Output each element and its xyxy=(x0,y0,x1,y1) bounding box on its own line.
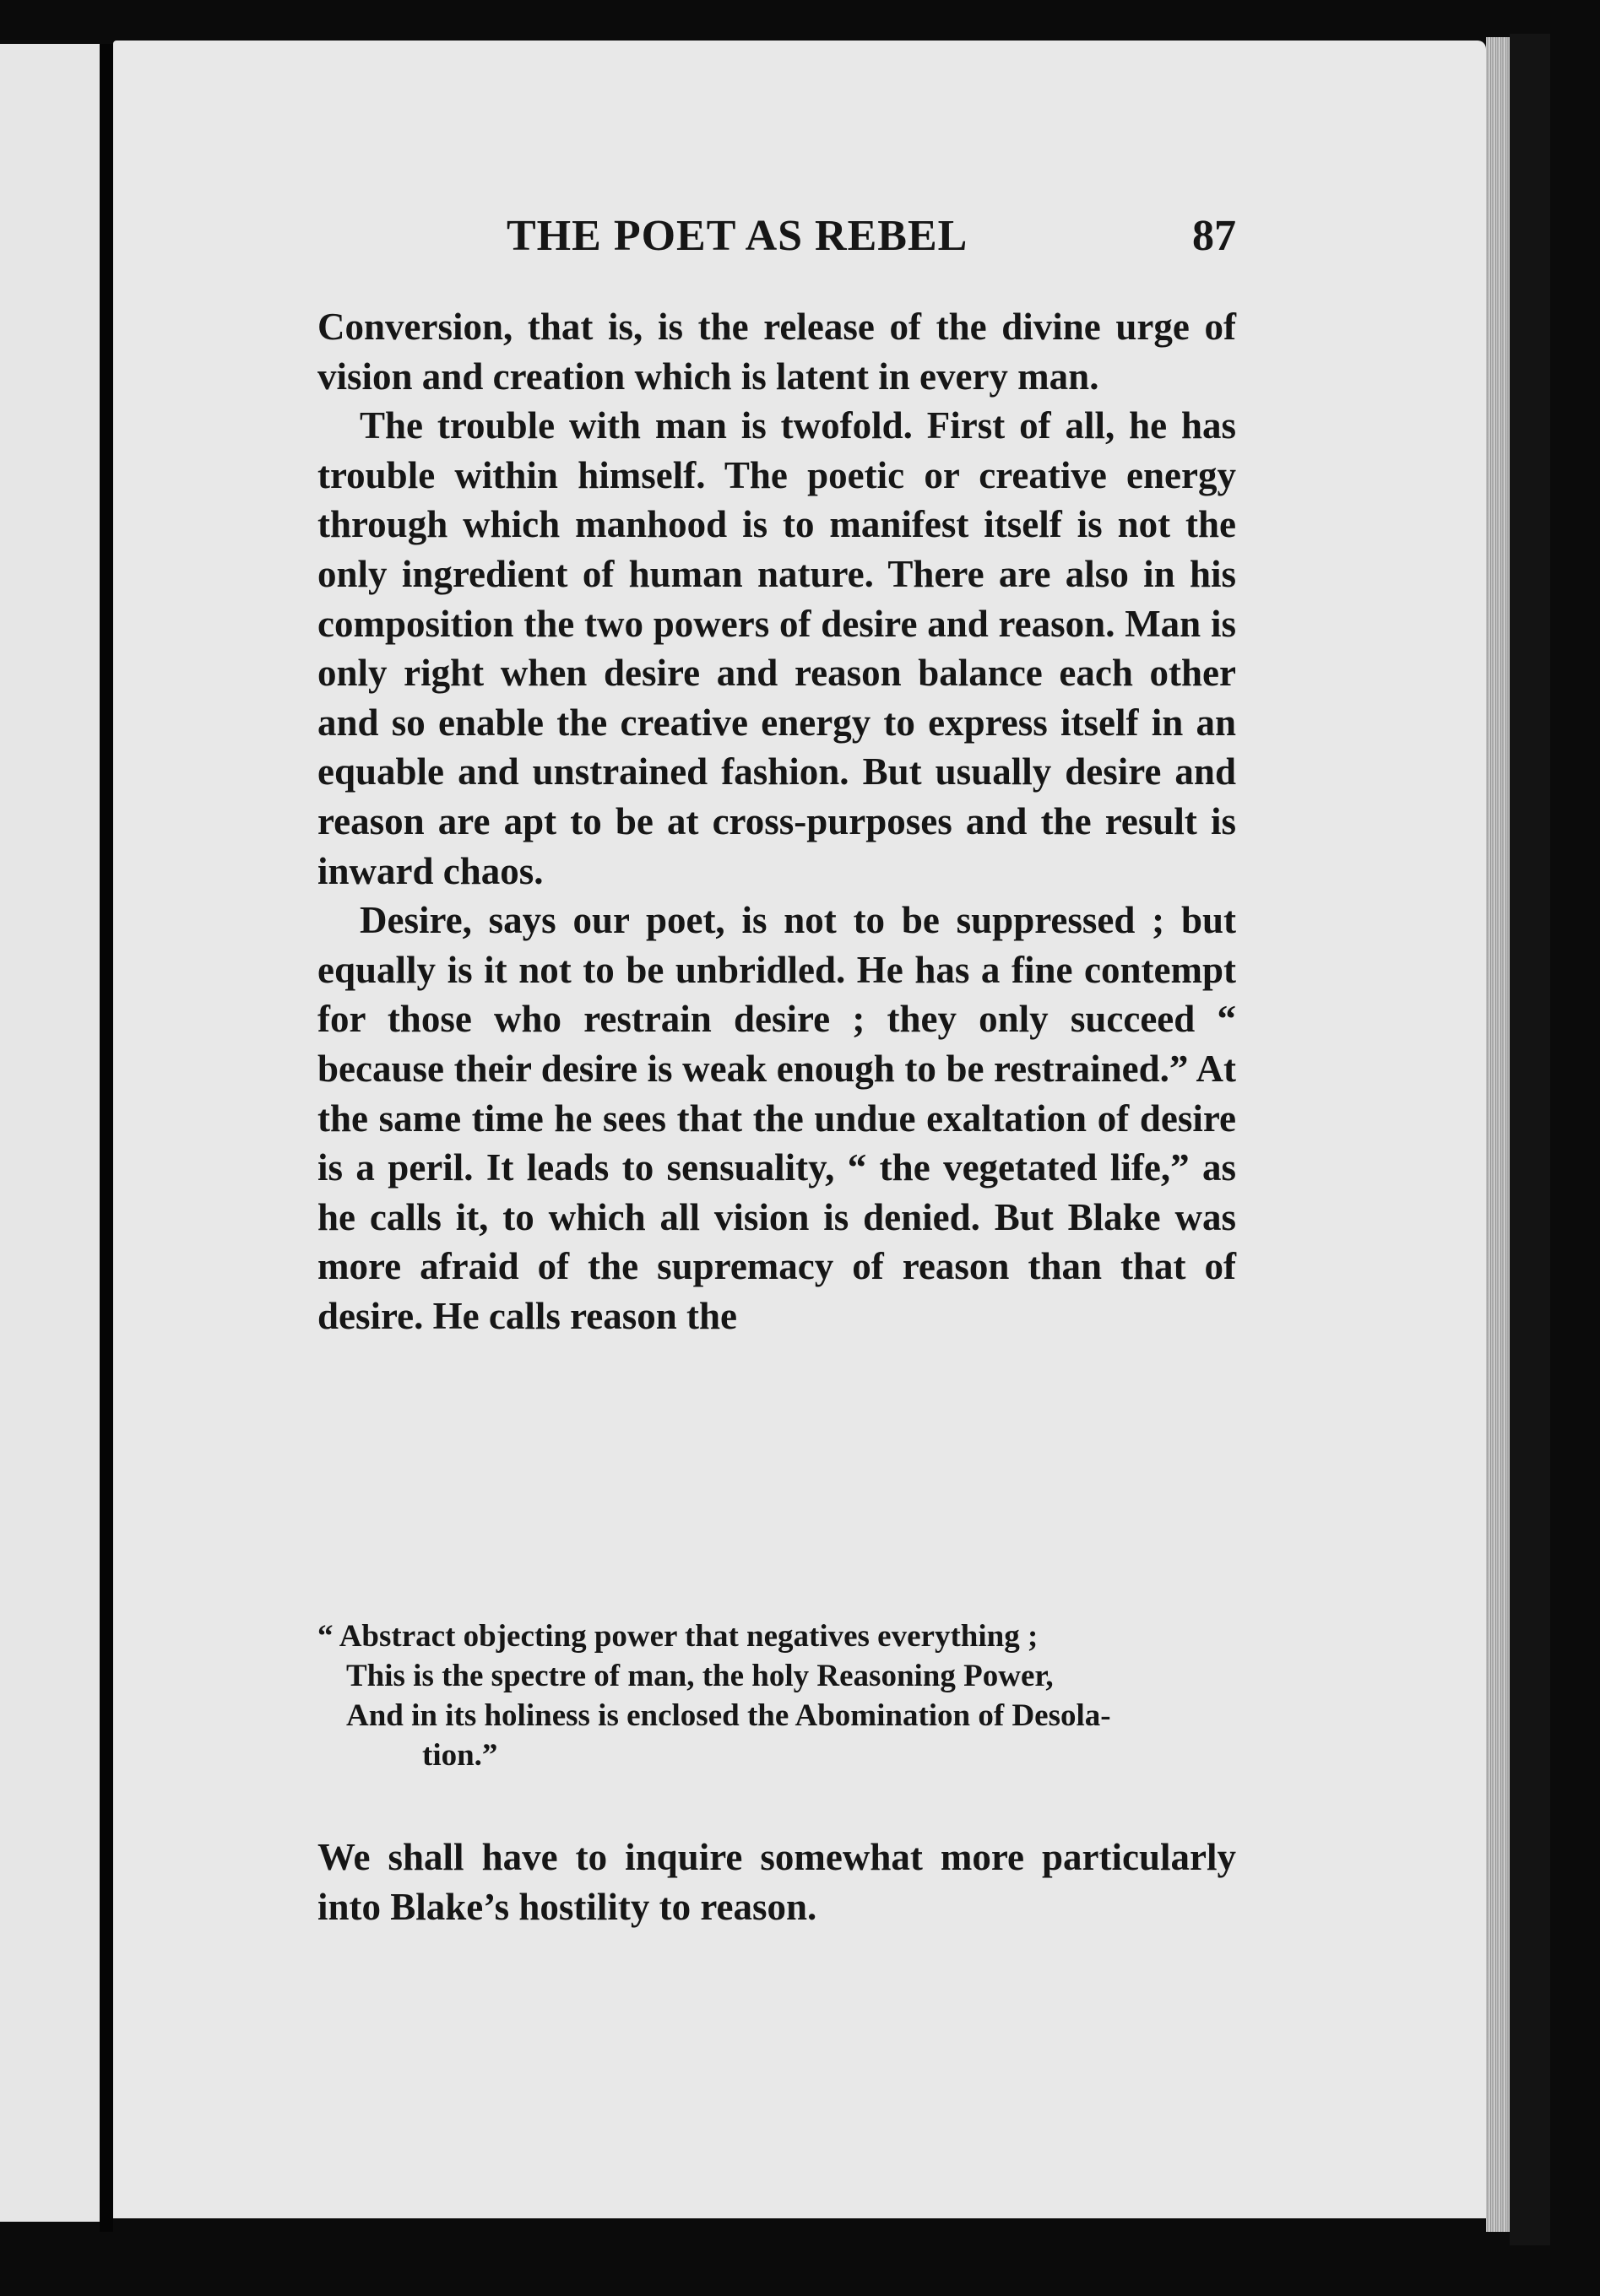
paragraph-continued: Conversion, that is, is the release of the divine urge of vision and creation which is latent in every man. xyxy=(317,306,1236,398)
previous-page-edge xyxy=(0,44,100,2222)
book-cover-edge xyxy=(1510,34,1550,2245)
page-stack-edge xyxy=(1486,37,1510,2232)
closing-paragraph: We shall have to inquire somewhat more particularly into Blake’s hostility to reason. xyxy=(317,1836,1236,1928)
block-quotation xyxy=(317,1616,1239,1775)
paragraph: The trouble with man is twofold. First of all, he has trouble within himself. The poetic or creative energy through which manhood is to manifest itself is not the only ingredient of human nature. There are also in his composition the two powers of desire and reason. Man is only right when desire and reason balance each other and so enable the creative energy to express itself in an equable and unstrained fashion. But usually desire and reason are apt to be at cross-purposes and the result is inward chaos. xyxy=(317,404,1236,892)
book-gutter xyxy=(100,44,113,2232)
running-head xyxy=(507,211,1241,270)
paragraph: Desire, says our poet, is not to be suppressed ; but equally is it not to be unbridled. He has a fine contempt for those who restrain desire ; they only succeed “ because their desire is weak enough to be restrained.” At the same time he sees that the undue exaltation of desire is a peril. It leads to sensuality, “ the vegetated life,” as he calls it, to which all vision is denied. But Blake was more afraid of the supremacy of reason than that of desire. He calls reason the xyxy=(317,899,1236,1337)
running-title: THE POET AS REBEL xyxy=(507,212,968,260)
quotation-line: “ Abstract objecting power that negatives everything ; xyxy=(317,1619,1039,1654)
page-number: 87 xyxy=(1192,212,1236,260)
body-text xyxy=(317,302,1236,1340)
quotation-line: This is the spectre of man, the holy Reasoning Power, xyxy=(346,1659,1054,1693)
quotation-line: And in its holiness is enclosed the Abomination of Desola- xyxy=(346,1698,1111,1733)
quotation-line: tion.” xyxy=(422,1738,498,1773)
